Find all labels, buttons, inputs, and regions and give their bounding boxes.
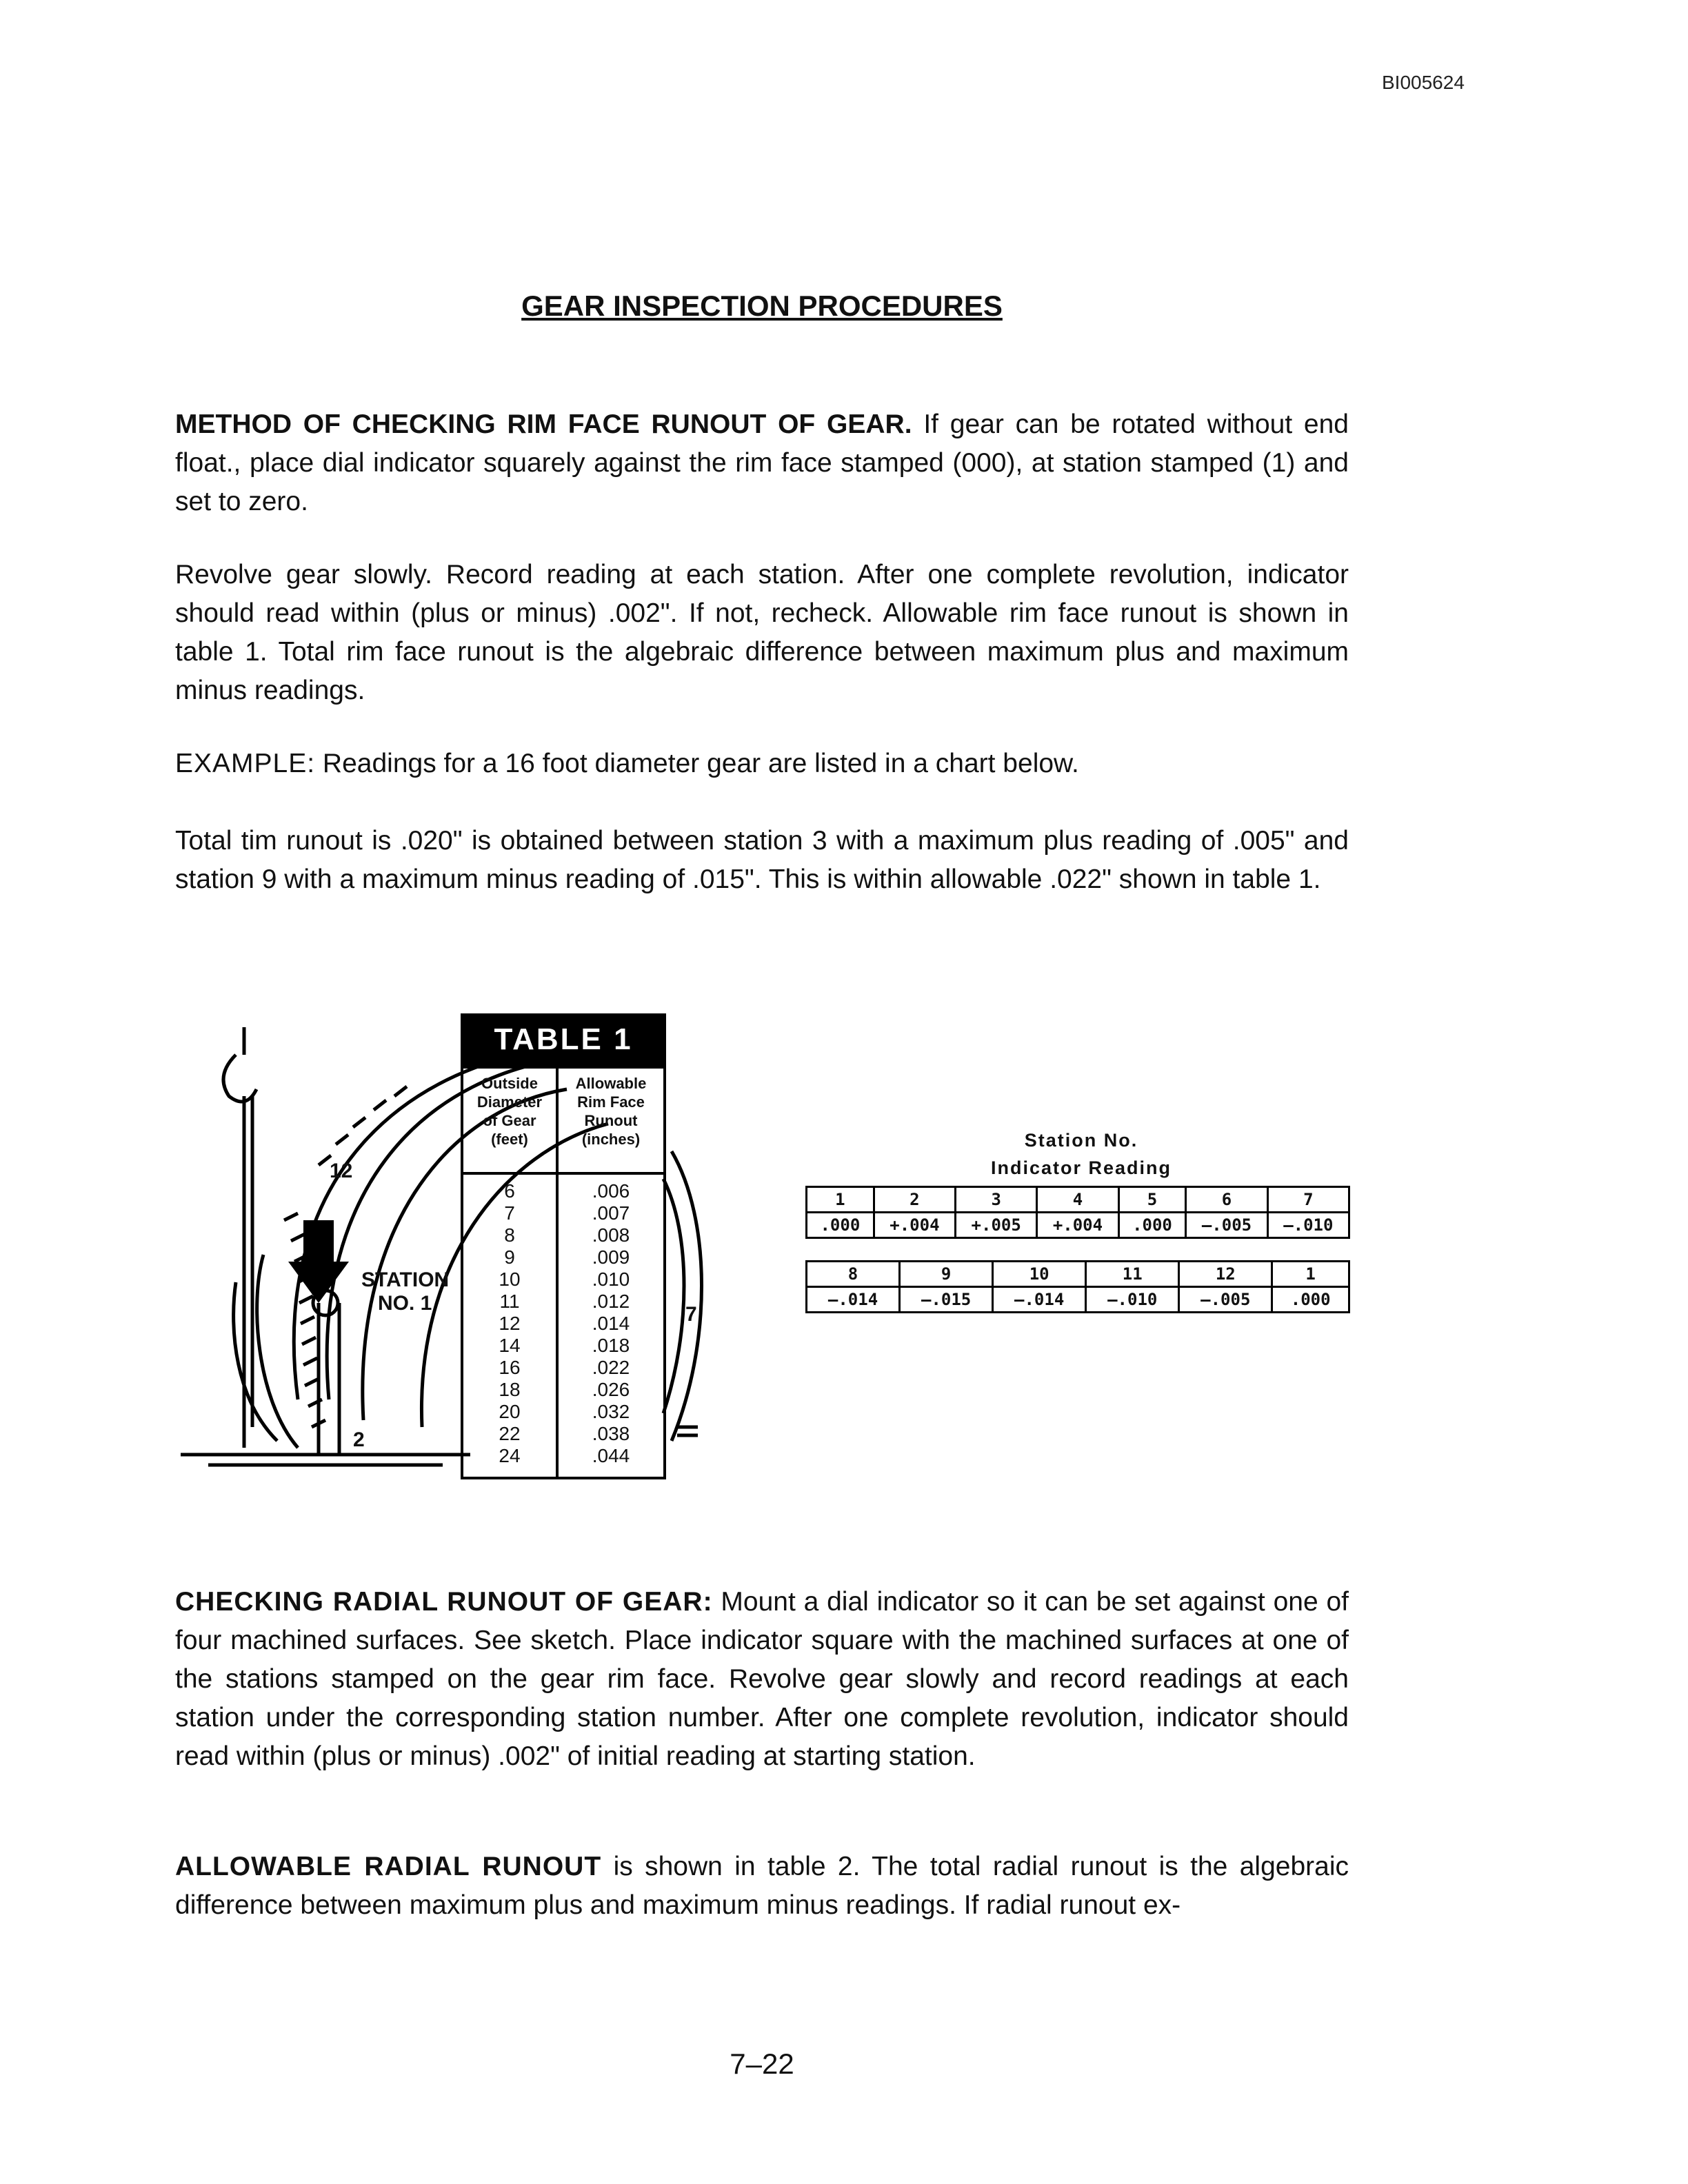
table1-runout-cell: .012 <box>592 1291 630 1312</box>
table1-runout-cell: .006 <box>592 1180 630 1202</box>
indicator-reading-cell: –.014 <box>807 1287 900 1313</box>
indicator-reading-cell: –.005 <box>1186 1213 1267 1238</box>
table1-runout-cell: .032 <box>592 1401 630 1422</box>
indicator-reading-cell: +.004 <box>1037 1213 1118 1238</box>
station-number-cell: 5 <box>1118 1187 1186 1213</box>
table1-diameter-cell: 9 <box>504 1246 515 1268</box>
indicator-reading-row <box>807 1213 1349 1238</box>
station-number-row <box>807 1187 1349 1213</box>
table1-runout-cell: .007 <box>592 1202 630 1224</box>
example-label: EXAMPLE: <box>175 749 316 778</box>
station-readings-table-2 <box>805 1260 1350 1313</box>
station-number-cell: 6 <box>1186 1187 1267 1213</box>
table1-diameter-cell: 8 <box>504 1224 515 1246</box>
table1-col1-header-line: Outside <box>481 1075 538 1092</box>
indicator-reading-cell: –.010 <box>1267 1213 1349 1238</box>
table1-col2-header-line: Rim Face <box>577 1093 645 1111</box>
table1-runout-column <box>559 1180 663 1467</box>
table1-diameter-cell: 18 <box>499 1379 521 1400</box>
table1-diameter-cell: 10 <box>499 1268 521 1290</box>
total-runout-paragraph: Total tim runout is .020" is obtained between station 3 with a maximum plus reading of .005" and station 9 with a maximum minus reading of .015". This is within allowable .022" shown in table 1. <box>175 826 1349 894</box>
table1 <box>461 1066 666 1479</box>
station-number-cell: 1 <box>807 1187 874 1213</box>
station-2-label: 2 <box>353 1428 365 1451</box>
indicator-reading-cell: –.014 <box>993 1287 1086 1313</box>
station-no1-line2: NO. 1 <box>378 1292 432 1315</box>
table1-col2-header-line: Allowable <box>575 1075 647 1092</box>
station-7-label: 7 <box>685 1303 697 1326</box>
station-number-cell: 9 <box>900 1262 993 1287</box>
page-title: GEAR INSPECTION PROCEDURES <box>521 290 1003 322</box>
station-number-cell: 11 <box>1086 1262 1179 1287</box>
radial-runout-paragraph <box>175 1583 1349 1776</box>
station-readings-table-1 <box>805 1186 1350 1239</box>
table1-col1-header <box>463 1074 556 1149</box>
table1-col1-header-line: (feet) <box>491 1131 528 1148</box>
table1-title: TABLE 1 <box>461 1013 666 1066</box>
station-number-cell: 2 <box>874 1187 955 1213</box>
table1-runout-cell: .018 <box>592 1335 630 1356</box>
gear-illustration <box>181 1013 705 1496</box>
indicator-reading-cell: +.004 <box>874 1213 955 1238</box>
indicator-reading-cell: –.010 <box>1086 1287 1179 1313</box>
hook-shape <box>223 1027 257 1102</box>
table1-col1-header-line: Diameter <box>476 1093 543 1111</box>
table1-col2-header-line: (inches) <box>581 1131 641 1148</box>
radial-runout-text: Mount a dial indicator so it can be set against one of four machined surfaces. See sketch. Place indicator square with the machined surfaces at one of the stations stamped on the gear rim face. Revolve gear slowly and record readings at each station under the corresponding station number. After one complete revolution, indicator should read within (plus or minus) .002" of initial reading at starting station. <box>175 1587 1349 1771</box>
table1-runout-cell: .044 <box>592 1445 630 1466</box>
indicator-reading-cell: +.005 <box>956 1213 1037 1238</box>
allowable-radial-text: is shown in table 2. The total radial runout is the algebraic difference between maximum plus and maximum minus readings. If radial runout ex- <box>175 1852 1349 1920</box>
table1-diameter-cell: 7 <box>504 1202 515 1224</box>
table1-diameter-cell: 6 <box>504 1180 515 1202</box>
rim-face-method-heading: METHOD OF CHECKING RIM FACE RUNOUT OF GEAR. <box>175 410 912 439</box>
document-id: BI005624 <box>1382 72 1465 93</box>
station-number-cell: 1 <box>1272 1262 1349 1287</box>
table1-runout-cell: .026 <box>592 1379 630 1400</box>
table1-diameter-cell: 14 <box>499 1335 521 1356</box>
station-number-cell: 8 <box>807 1262 900 1287</box>
station-number-cell: 12 <box>1179 1262 1272 1287</box>
station-caption-line2: Indicator Reading <box>990 1157 1172 1178</box>
station-number-cell: 3 <box>956 1187 1037 1213</box>
table1-col2-header-line: Runout <box>584 1112 638 1129</box>
table1-diameter-cell: 16 <box>499 1357 521 1378</box>
table1-runout-cell: .009 <box>592 1246 630 1268</box>
table1-diameter-cell: 22 <box>499 1423 521 1444</box>
rim-face-method-paragraph <box>175 405 1349 521</box>
station-caption-line1: Station No. <box>1024 1130 1138 1151</box>
indicator-reading-cell: .000 <box>807 1213 874 1238</box>
station-caption <box>805 1126 1357 1182</box>
indicator-reading-cell: –.015 <box>900 1287 993 1313</box>
station-number-row <box>807 1262 1349 1287</box>
table1-runout-cell: .014 <box>592 1313 630 1334</box>
revolve-gear-paragraph: Revolve gear slowly. Record reading at each station. After one complete revolution, indicator should read within (plus or minus) .002". If not, recheck. Allowable rim face runout is shown in table 1. Total rim face runout is the algebraic difference between maximum plus and maximum minus readings. <box>175 560 1349 705</box>
station-12-label: 12 <box>330 1160 353 1182</box>
example-paragraph <box>175 745 1349 783</box>
page-number: 7–22 <box>730 2048 794 2080</box>
table1-col1-header-line: of Gear <box>483 1112 536 1129</box>
station-number-cell: 4 <box>1037 1187 1118 1213</box>
table1-diameter-column <box>463 1180 556 1467</box>
example-text: Readings for a 16 foot diameter gear are listed in a chart below. <box>322 749 1079 778</box>
allowable-radial-heading: ALLOWABLE RADIAL RUNOUT <box>175 1852 602 1881</box>
station-number-cell: 7 <box>1267 1187 1349 1213</box>
indicator-reading-row <box>807 1287 1349 1313</box>
table1-diameter-cell: 20 <box>499 1401 521 1422</box>
table1-diameter-cell: 12 <box>499 1313 521 1334</box>
table1-col2-header <box>559 1074 663 1149</box>
indicator-reading-cell: .000 <box>1118 1213 1186 1238</box>
allowable-radial-paragraph <box>175 1848 1349 1925</box>
indicator-reading-cell: .000 <box>1272 1287 1349 1313</box>
table1-diameter-cell: 11 <box>499 1291 520 1312</box>
radial-runout-heading: CHECKING RADIAL RUNOUT OF GEAR: <box>175 1587 713 1617</box>
table1-runout-cell: .010 <box>592 1268 630 1290</box>
table1-runout-cell: .022 <box>592 1357 630 1378</box>
station-number-cell: 10 <box>993 1262 1086 1287</box>
rim-face-method-text: If gear can be rotated without end float., place dial indicator squarely against the rim face stamped (000), at station stamped (1) and set to zero. <box>175 410 1349 516</box>
table1-runout-cell: .008 <box>592 1224 630 1246</box>
indicator-reading-cell: –.005 <box>1179 1287 1272 1313</box>
table1-diameter-cell: 24 <box>499 1445 521 1466</box>
table1-runout-cell: .038 <box>592 1423 630 1444</box>
station-no1-line1: STATION <box>361 1268 450 1291</box>
station-no1-label <box>361 1268 449 1315</box>
